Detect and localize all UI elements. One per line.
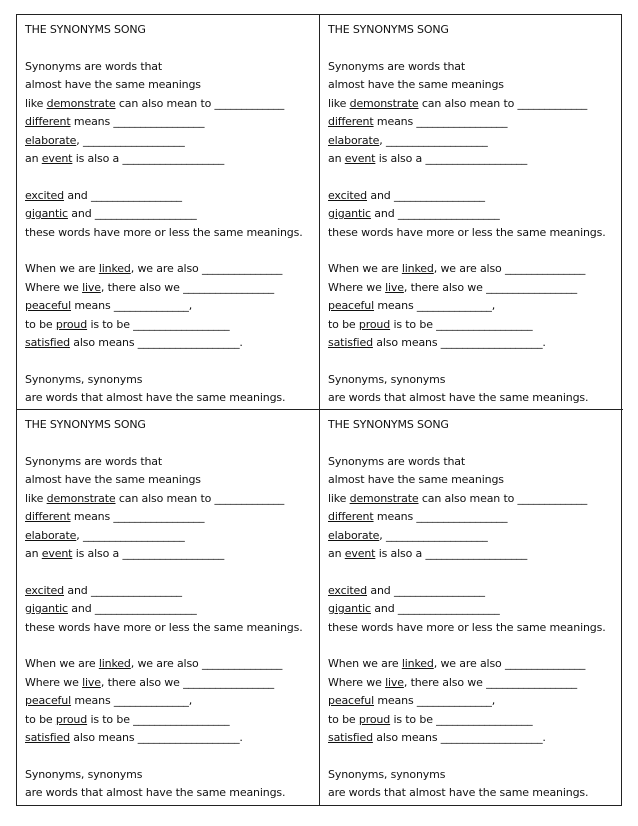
spacer (328, 637, 623, 655)
answer-blank: and ___________________ (370, 602, 500, 615)
target-word: peaceful (328, 694, 375, 707)
answer-blank: , we are also _______________ (130, 657, 283, 670)
lyric-line (25, 600, 319, 619)
answer-blank: means _________________ (70, 510, 205, 523)
target-word: excited (328, 583, 368, 597)
answer-blank: means _________________ (373, 115, 508, 128)
lyric-text: to be (328, 712, 359, 726)
lyric-line (328, 150, 623, 169)
answer-blank: and _________________ (64, 188, 182, 202)
spacer (25, 748, 319, 766)
lyric-text: When we are (25, 657, 99, 670)
target-word: gigantic (328, 602, 371, 615)
spacer (25, 435, 319, 453)
answer-blank: is also a ___________________ (72, 152, 225, 165)
lyric-line (328, 674, 623, 693)
lyric-line: Synonyms are words that (25, 454, 163, 468)
lyric-line (25, 113, 319, 132)
answer-blank: can also mean to _____________ (115, 491, 285, 505)
lyric-line (25, 692, 319, 711)
spacer (328, 353, 623, 371)
lyric-line (25, 150, 319, 169)
target-word: gigantic (25, 602, 68, 615)
lyric-line: Synonyms are words that (328, 454, 466, 468)
spacer (328, 564, 623, 582)
target-word: live (385, 675, 404, 689)
target-word: linked (401, 262, 434, 275)
answer-blank: is to be __________________ (87, 317, 230, 331)
lyric-line (25, 545, 319, 564)
target-word: peaceful (25, 694, 72, 707)
spacer (328, 435, 623, 453)
answer-blank: is also a ___________________ (72, 547, 225, 560)
song-title: THE SYNONYMS SONG (25, 418, 146, 431)
lyric-text: an (25, 547, 42, 560)
song-card-bottom-left (17, 410, 320, 805)
lyric-text: like (25, 491, 47, 505)
target-word: proud (55, 317, 88, 331)
lyric-line (25, 508, 319, 527)
target-word: demonstrate (349, 96, 419, 110)
lyric-line (328, 132, 623, 151)
spacer (328, 242, 623, 260)
answer-blank: can also mean to _____________ (418, 96, 588, 110)
lyric-line (328, 711, 623, 730)
lyric-text: an (25, 152, 42, 165)
target-word: excited (328, 188, 368, 202)
lyric-line (328, 655, 623, 674)
lyric-line (25, 674, 319, 693)
target-word: live (82, 280, 101, 294)
lyric-line: these words have more or less the same meanings. (328, 620, 606, 634)
song-title: THE SYNONYMS SONG (25, 23, 146, 36)
answer-blank: and ___________________ (67, 207, 197, 220)
target-word: satisfied (25, 336, 70, 349)
target-word: satisfied (328, 336, 373, 349)
lyric-text: Where we (25, 280, 83, 294)
target-word: different (328, 115, 374, 128)
target-word: satisfied (25, 731, 70, 744)
lyric-text: to be (328, 317, 359, 331)
target-word: demonstrate (349, 491, 419, 505)
target-word: live (82, 675, 101, 689)
lyric-line (25, 490, 319, 509)
lyric-line (25, 711, 319, 730)
answer-blank: means ______________, (71, 299, 193, 312)
song-title: THE SYNONYMS SONG (328, 23, 449, 36)
lyric-line (25, 260, 319, 279)
lyric-line: these words have more or less the same meanings. (25, 620, 303, 634)
answer-blank: , ___________________ (379, 133, 488, 147)
spacer (328, 169, 623, 187)
answer-blank: and _________________ (367, 583, 485, 597)
lyric-line (25, 132, 319, 151)
spacer (25, 242, 319, 260)
target-word: different (25, 115, 71, 128)
answer-blank: and ___________________ (370, 207, 500, 220)
lyric-line (25, 729, 319, 748)
lyric-line (328, 692, 623, 711)
spacer (25, 169, 319, 187)
answer-blank: and _________________ (64, 583, 182, 597)
answer-blank: is to be __________________ (87, 712, 230, 726)
answer-blank: , ___________________ (76, 528, 185, 542)
song-card-top-left (17, 15, 320, 410)
target-word: satisfied (328, 731, 373, 744)
answer-blank: also means ___________________. (372, 336, 546, 349)
target-word: event (344, 152, 376, 165)
answer-blank: , we are also _______________ (130, 262, 283, 275)
lyric-line: almost have the same meanings (328, 78, 504, 91)
answer-blank: is also a ___________________ (375, 547, 528, 560)
lyric-line (328, 508, 623, 527)
lyric-line (25, 527, 319, 546)
lyric-line (25, 297, 319, 316)
lyric-text: When we are (25, 262, 99, 275)
lyric-text: Where we (25, 675, 83, 689)
answer-blank: , ___________________ (379, 528, 488, 542)
lyric-line (328, 729, 623, 748)
lyric-text: Where we (328, 675, 386, 689)
lyric-line: Synonyms, synonyms (25, 372, 143, 386)
answer-blank: , there also we _________________ (403, 675, 578, 689)
target-word: different (328, 510, 374, 523)
target-word: excited (25, 188, 65, 202)
target-word: demonstrate (46, 96, 116, 110)
target-word: linked (98, 262, 131, 275)
lyric-text: When we are (328, 262, 402, 275)
target-word: elaborate (25, 133, 77, 147)
answer-blank: and _________________ (367, 188, 485, 202)
lyric-line (328, 297, 623, 316)
answer-blank: also means ___________________. (372, 731, 546, 744)
target-word: excited (25, 583, 65, 597)
lyric-line (328, 316, 623, 335)
target-word: gigantic (328, 207, 371, 220)
target-word: event (41, 547, 73, 560)
lyric-line: are words that almost have the same meanings. (328, 391, 589, 404)
spacer (25, 40, 319, 58)
lyric-line (25, 316, 319, 335)
spacer (25, 353, 319, 371)
target-word: proud (358, 317, 391, 331)
answer-blank: , there also we _________________ (100, 280, 275, 294)
lyric-text: like (25, 96, 47, 110)
spacer (328, 748, 623, 766)
lyric-line (328, 334, 623, 353)
lyric-line (25, 334, 319, 353)
lyric-line: are words that almost have the same meanings. (25, 391, 286, 404)
answer-blank: is to be __________________ (390, 317, 533, 331)
lyric-line (328, 490, 623, 509)
answer-blank: also means ___________________. (69, 731, 243, 744)
target-word: peaceful (328, 299, 375, 312)
lyric-line: these words have more or less the same meanings. (328, 225, 606, 239)
song-card-bottom-right (320, 410, 623, 805)
song-title: THE SYNONYMS SONG (328, 418, 449, 431)
answer-blank: , there also we _________________ (100, 675, 275, 689)
answer-blank: means _________________ (373, 510, 508, 523)
answer-blank: , ___________________ (76, 133, 185, 147)
lyric-line: almost have the same meanings (328, 473, 504, 486)
target-word: peaceful (25, 299, 72, 312)
target-word: gigantic (25, 207, 68, 220)
lyric-line: Synonyms, synonyms (25, 767, 143, 781)
answer-blank: can also mean to _____________ (418, 491, 588, 505)
worksheet-page (16, 14, 622, 806)
target-word: elaborate (328, 528, 380, 542)
answer-blank: means ______________, (374, 299, 496, 312)
lyric-text: Where we (328, 280, 386, 294)
song-card-top-right (320, 15, 623, 410)
lyric-line: Synonyms are words that (328, 59, 466, 73)
lyric-line (25, 95, 319, 114)
lyric-line: these words have more or less the same meanings. (25, 225, 303, 239)
lyric-line (25, 279, 319, 298)
lyric-line (328, 527, 623, 546)
lyric-line (25, 655, 319, 674)
lyric-line (328, 260, 623, 279)
lyric-line: Synonyms, synonyms (328, 767, 446, 781)
answer-blank: is to be __________________ (390, 712, 533, 726)
spacer (25, 564, 319, 582)
answer-blank: , we are also _______________ (433, 657, 586, 670)
lyric-line (328, 279, 623, 298)
lyric-line (328, 600, 623, 619)
lyric-line: almost have the same meanings (25, 473, 201, 486)
answer-blank: means ______________, (71, 694, 193, 707)
lyric-line (25, 205, 319, 224)
lyric-line: almost have the same meanings (25, 78, 201, 91)
target-word: linked (401, 657, 434, 670)
target-word: event (41, 152, 73, 165)
target-word: live (385, 280, 404, 294)
answer-blank: , there also we _________________ (403, 280, 578, 294)
lyric-line: are words that almost have the same meanings. (25, 786, 286, 799)
answer-blank: means ______________, (374, 694, 496, 707)
lyric-line: Synonyms are words that (25, 59, 163, 73)
target-word: different (25, 510, 71, 523)
lyric-text: an (328, 152, 345, 165)
lyric-line (328, 582, 623, 601)
answer-blank: also means ___________________. (69, 336, 243, 349)
lyric-line (328, 113, 623, 132)
answer-blank: means _________________ (70, 115, 205, 128)
lyric-line (328, 95, 623, 114)
lyric-line (328, 545, 623, 564)
target-word: event (344, 547, 376, 560)
lyric-text: like (328, 96, 350, 110)
answer-blank: can also mean to _____________ (115, 96, 285, 110)
lyric-line (25, 187, 319, 206)
lyric-line: Synonyms, synonyms (328, 372, 446, 386)
lyric-text: When we are (328, 657, 402, 670)
target-word: elaborate (25, 528, 77, 542)
lyric-line (328, 187, 623, 206)
lyric-text: an (328, 547, 345, 560)
target-word: demonstrate (46, 491, 116, 505)
target-word: proud (358, 712, 391, 726)
target-word: elaborate (328, 133, 380, 147)
spacer (328, 40, 623, 58)
lyric-text: to be (25, 317, 56, 331)
target-word: proud (55, 712, 88, 726)
lyric-text: to be (25, 712, 56, 726)
spacer (25, 637, 319, 655)
answer-blank: and ___________________ (67, 602, 197, 615)
target-word: linked (98, 657, 131, 670)
lyric-line (328, 205, 623, 224)
lyric-line (25, 582, 319, 601)
lyric-text: like (328, 491, 350, 505)
answer-blank: , we are also _______________ (433, 262, 586, 275)
lyric-line: are words that almost have the same meanings. (328, 786, 589, 799)
answer-blank: is also a ___________________ (375, 152, 528, 165)
